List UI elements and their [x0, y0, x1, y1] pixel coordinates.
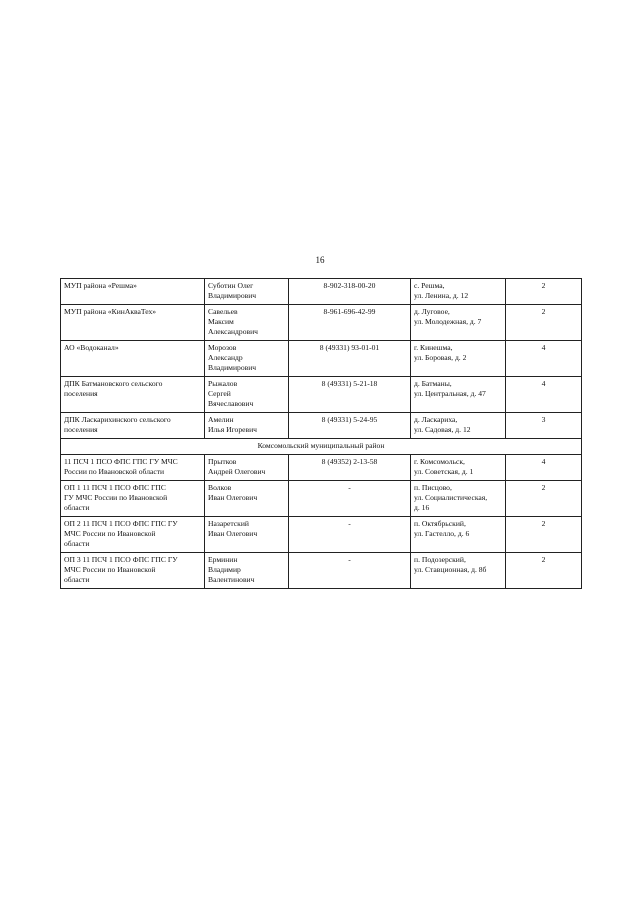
address-cell-line: п. Октябрьский,: [414, 519, 466, 528]
contact-person-cell: [205, 341, 289, 377]
contact-person-cell-line: Иван Олегович: [208, 529, 258, 538]
organization-cell-line: области: [64, 575, 90, 584]
address-cell-line: ул. Ставционная, д. 8б: [414, 565, 487, 574]
address-cell: [411, 553, 506, 589]
table-row: [61, 481, 582, 517]
address-cell-line: г. Кинешма,: [414, 343, 453, 352]
contact-person-cell: [205, 481, 289, 517]
address-cell-line: п. Подозерский,: [414, 555, 466, 564]
count-cell: 2: [506, 305, 582, 341]
organization-cell-line: МУП района «Решма»: [64, 281, 137, 290]
table-row: [61, 413, 582, 439]
organization-cell: [61, 517, 205, 553]
contact-person-cell-line: Рыжалов: [208, 379, 238, 388]
table-row: [61, 455, 582, 481]
count-cell: 2: [506, 279, 582, 305]
contact-person-cell: [205, 305, 289, 341]
contact-person-cell-line: Ерминин: [208, 555, 238, 564]
contact-person-cell: [205, 279, 289, 305]
organization-cell-line: МЧС России по Ивановской: [64, 565, 156, 574]
address-cell-line: ул. Гастелло, д. 6: [414, 529, 470, 538]
organization-cell-line: ДПК Ласкарихинского сельского: [64, 415, 171, 424]
table-body: [61, 279, 582, 589]
contact-person-cell-line: Александрович: [208, 327, 258, 336]
contact-person-cell-line: Прытков: [208, 457, 237, 466]
organization-cell: [61, 279, 205, 305]
organization-cell-line: поселения: [64, 425, 98, 434]
address-cell-line: п. Писцово,: [414, 483, 452, 492]
address-cell: [411, 413, 506, 439]
organization-cell-line: АО «Водоканал»: [64, 343, 119, 352]
address-cell: [411, 481, 506, 517]
organization-cell-line: МУП района «КинАкваТех»: [64, 307, 157, 316]
organization-cell-line: ДПК Батмановского сельского: [64, 379, 163, 388]
table-row: [61, 377, 582, 413]
contact-person-cell-line: Назаретский: [208, 519, 249, 528]
contacts-table: [60, 278, 582, 589]
contact-person-cell: [205, 517, 289, 553]
address-cell: [411, 455, 506, 481]
address-cell: [411, 305, 506, 341]
contact-person-cell-line: Савельев: [208, 307, 238, 316]
phone-cell: 8 (49331) 5-21-18: [289, 377, 411, 413]
contact-person-cell-line: Амелин: [208, 415, 234, 424]
contact-person-cell: [205, 377, 289, 413]
count-cell: 2: [506, 553, 582, 589]
organization-cell-line: 11 ПСЧ 1 ПСО ФПС ГПС ГУ МЧС: [64, 457, 178, 466]
organization-cell-line: МЧС России по Ивановской: [64, 529, 156, 538]
organization-cell: [61, 413, 205, 439]
contact-person-cell: [205, 455, 289, 481]
phone-cell: -: [289, 481, 411, 517]
phone-cell: 8-902-318-00-20: [289, 279, 411, 305]
organization-cell: [61, 481, 205, 517]
organization-cell: [61, 341, 205, 377]
contact-person-cell-line: Максим: [208, 317, 234, 326]
address-cell-line: г. Комсомольск,: [414, 457, 465, 466]
address-cell-line: ул. Советская, д. 1: [414, 467, 474, 476]
address-cell-line: д. Луговое,: [414, 307, 450, 316]
organization-cell: [61, 455, 205, 481]
address-cell-line: ул. Боровая, д. 2: [414, 353, 467, 362]
address-cell-line: ул. Центральная, д. 47: [414, 389, 486, 398]
contact-person-cell-line: Вячеславович: [208, 399, 254, 408]
table-row: [61, 279, 582, 305]
organization-cell: [61, 377, 205, 413]
count-cell: 4: [506, 377, 582, 413]
contact-person-cell: [205, 553, 289, 589]
contact-person-cell-line: Волков: [208, 483, 232, 492]
address-cell-line: д. Ласкариха,: [414, 415, 458, 424]
contact-person-cell-line: Владимирович: [208, 363, 257, 372]
address-cell-line: с. Решма,: [414, 281, 445, 290]
contact-person-cell: [205, 413, 289, 439]
organization-cell-line: ОП 2 11 ПСЧ 1 ПСО ФПС ГПС ГУ: [64, 519, 178, 528]
contact-person-cell-line: Иван Олегович: [208, 493, 258, 502]
contact-person-cell-line: Валентинович: [208, 575, 255, 584]
organization-cell: [61, 305, 205, 341]
address-cell: [411, 341, 506, 377]
table-row: [61, 553, 582, 589]
count-cell: 2: [506, 517, 582, 553]
address-cell-line: ул. Социалистическая,: [414, 493, 488, 502]
address-cell-line: ул. Ленина, д. 12: [414, 291, 469, 300]
count-cell: 4: [506, 455, 582, 481]
organization-cell-line: ГУ МЧС России по Ивановской: [64, 493, 168, 502]
phone-cell: 8 (49331) 93-01-01: [289, 341, 411, 377]
address-cell-line: д. 16: [414, 503, 430, 512]
phone-cell: 8 (49352) 2-13-58: [289, 455, 411, 481]
organization-cell-line: ОП 1 11 ПСЧ 1 ПСО ФПС ГПС: [64, 483, 166, 492]
section-row: [61, 439, 582, 455]
organization-cell-line: России по Ивановской области: [64, 467, 165, 476]
table-row: [61, 517, 582, 553]
organization-cell: [61, 553, 205, 589]
address-cell-line: ул. Молодежная, д. 7: [414, 317, 482, 326]
contact-person-cell-line: Владимир: [208, 565, 241, 574]
organization-cell-line: ОП 3 11 ПСЧ 1 ПСО ФПС ГПС ГУ: [64, 555, 178, 564]
contact-person-cell-line: Морозов: [208, 343, 237, 352]
contact-person-cell-line: Сергей: [208, 389, 231, 398]
contact-person-cell-line: Александр: [208, 353, 243, 362]
contact-person-cell-line: Илья Игоревич: [208, 425, 257, 434]
contact-person-cell-line: Суботин Олег: [208, 281, 254, 290]
count-cell: 2: [506, 481, 582, 517]
address-cell: [411, 279, 506, 305]
phone-cell: 8-961-696-42-99: [289, 305, 411, 341]
count-cell: 4: [506, 341, 582, 377]
address-cell: [411, 377, 506, 413]
address-cell-line: ул. Садовая, д. 12: [414, 425, 471, 434]
contact-person-cell-line: Андрей Олегович: [208, 467, 266, 476]
address-cell: [411, 517, 506, 553]
table-row: [61, 341, 582, 377]
contact-person-cell-line: Владимирович: [208, 291, 257, 300]
address-cell-line: д. Батманы,: [414, 379, 452, 388]
section-title: Комсомольский муниципальный район: [61, 439, 582, 455]
organization-cell-line: области: [64, 539, 90, 548]
phone-cell: 8 (49331) 5-24-95: [289, 413, 411, 439]
phone-cell: -: [289, 517, 411, 553]
organization-cell-line: области: [64, 503, 90, 512]
count-cell: 3: [506, 413, 582, 439]
phone-cell: -: [289, 553, 411, 589]
organization-cell-line: поселения: [64, 389, 98, 398]
page-number: 16: [315, 255, 325, 265]
table-row: [61, 305, 582, 341]
